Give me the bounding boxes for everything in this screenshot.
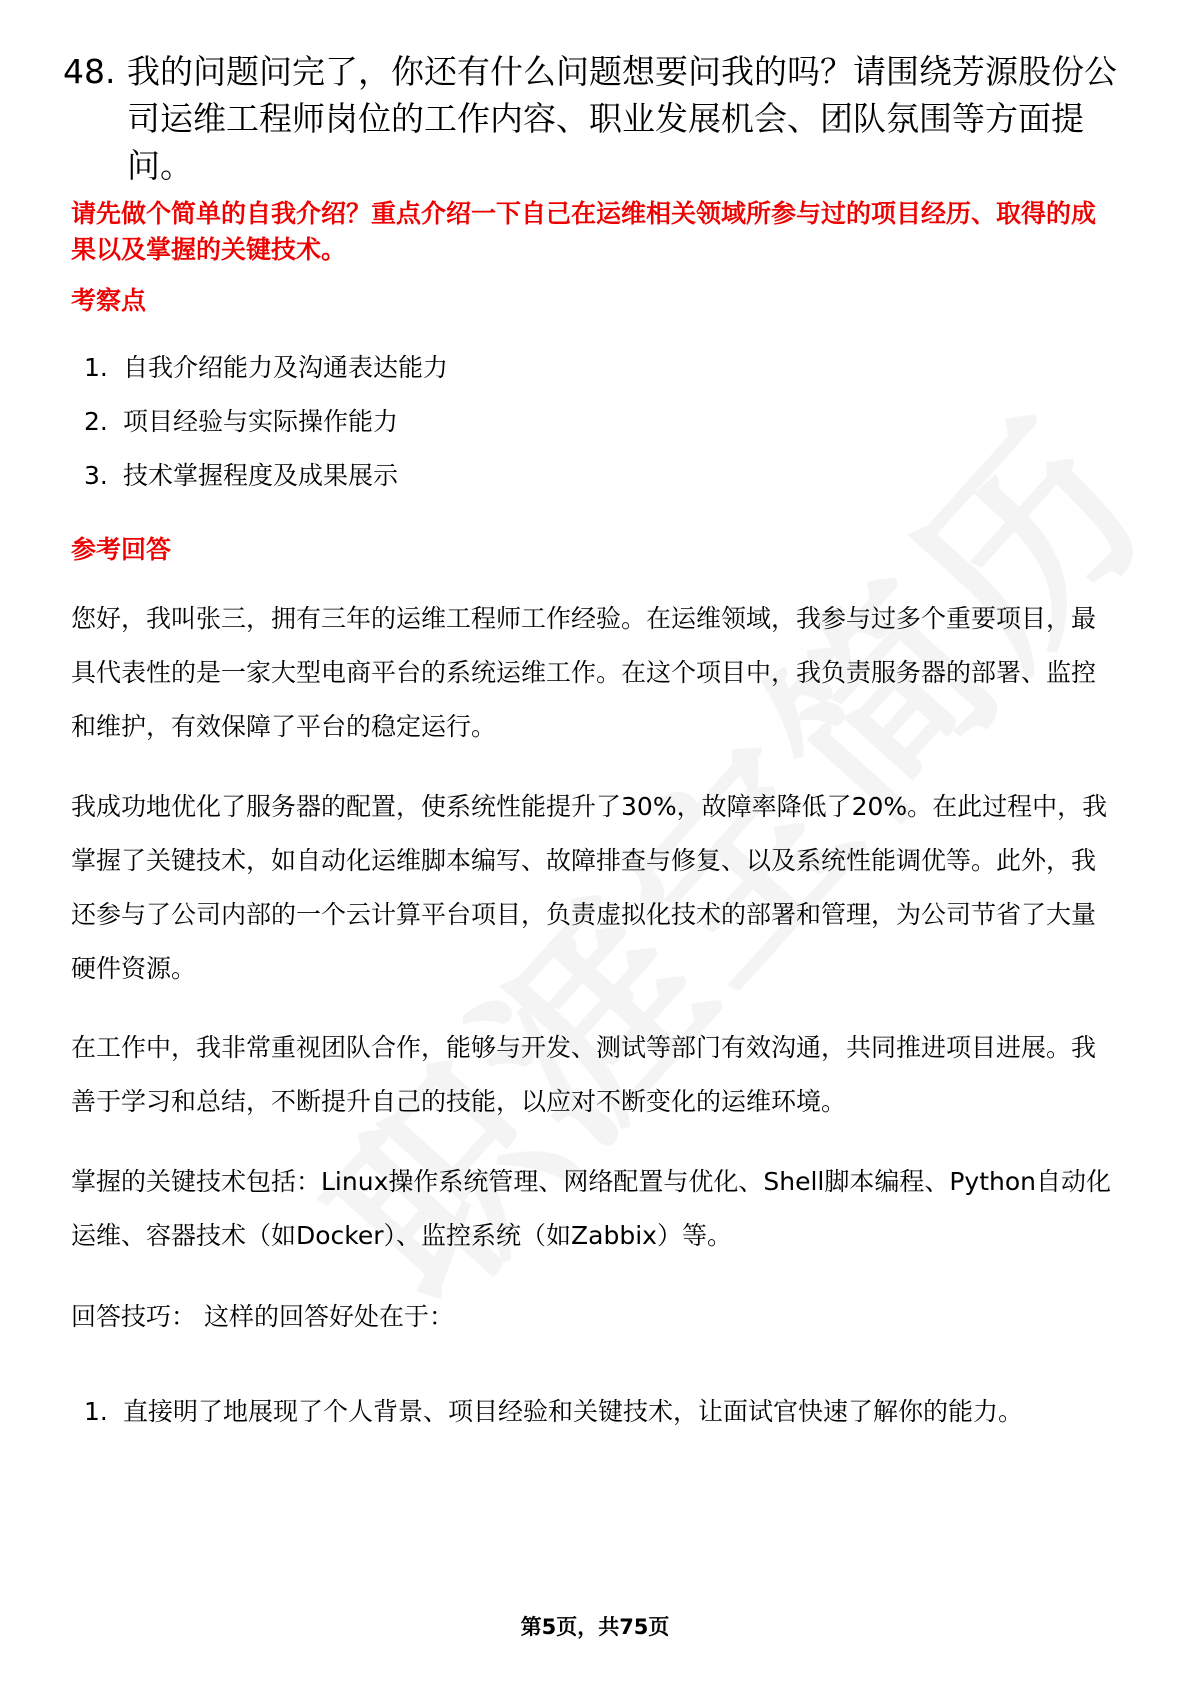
answer-paragraph: 您好，我叫张三，拥有三年的运维工程师工作经验。在运维领域，我参与过多个重要项目，最具代表性的是一家大型电商平台的系统运维工作。在这个项目中，我负责服务器的部署、监控和维护，有效保障了平台的稳定运行。: [71, 604, 1097, 741]
answer-paragraph: 掌握的关键技术包括：Linux操作系统管理、网络配置与优化、Shell脚本编程、Python自动化运维、容器技术（如Docker）、监控系统（如Zabbix）等。: [71, 1167, 1112, 1250]
list-item-number: 1.: [84, 1397, 108, 1426]
list-item: [84, 350, 448, 386]
list-item: [84, 404, 448, 440]
reference-heading: 参考回答: [71, 535, 172, 564]
question-block: [63, 48, 1123, 189]
list-item-text: 直接明了地展现了个人背景、项目经验和关键技术，让面试官快速了解你的能力。: [123, 1397, 1024, 1426]
page-footer: 第5页，共75页: [520, 1615, 670, 1639]
list-item-text: 项目经验与实际操作能力: [123, 407, 399, 436]
list-item-text: 技术掌握程度及成果展示: [123, 461, 399, 490]
assessment-list: [84, 350, 448, 512]
list-item: [84, 1385, 1114, 1439]
tips-intro: 回答技巧： 这样的回答好处在于：: [71, 1302, 454, 1331]
question-text: 我的问题问完了，你还有什么问题想要问我的吗？请围绕芳源股份公司运维工程师岗位的工作内容、职业发展机会、团队氛围等方面提问。: [127, 52, 1117, 185]
assessment-heading: 考察点: [71, 286, 147, 315]
question-number: 48.: [63, 52, 116, 91]
next-question: 请先做个简单的自我介绍？重点介绍一下自己在运维相关领域所参与过的项目经历、取得的成果以及掌握的关键技术。: [71, 199, 1097, 264]
list-item-text: 自我介绍能力及沟通表达能力: [123, 353, 449, 382]
tips-list: [84, 1385, 1114, 1439]
list-item-number: 1.: [84, 353, 108, 382]
list-item-number: 3.: [84, 461, 108, 490]
answer-paragraph: 我成功地优化了服务器的配置，使系统性能提升了30%，故障率降低了20%。在此过程中，我掌握了关键技术，如自动化运维脚本编写、故障排查与修复、以及系统性能调优等。此外，我还参与了公司内部的一个云计算平台项目，负责虚拟化技术的部署和管理，为公司节省了大量硬件资源。: [71, 792, 1108, 983]
answer-paragraph: 在工作中，我非常重视团队合作，能够与开发、测试等部门有效沟通，共同推进项目进展。我善于学习和总结，不断提升自己的技能，以应对不断变化的运维环境。: [71, 1033, 1097, 1116]
list-item-number: 2.: [84, 407, 108, 436]
list-item: [84, 458, 448, 494]
